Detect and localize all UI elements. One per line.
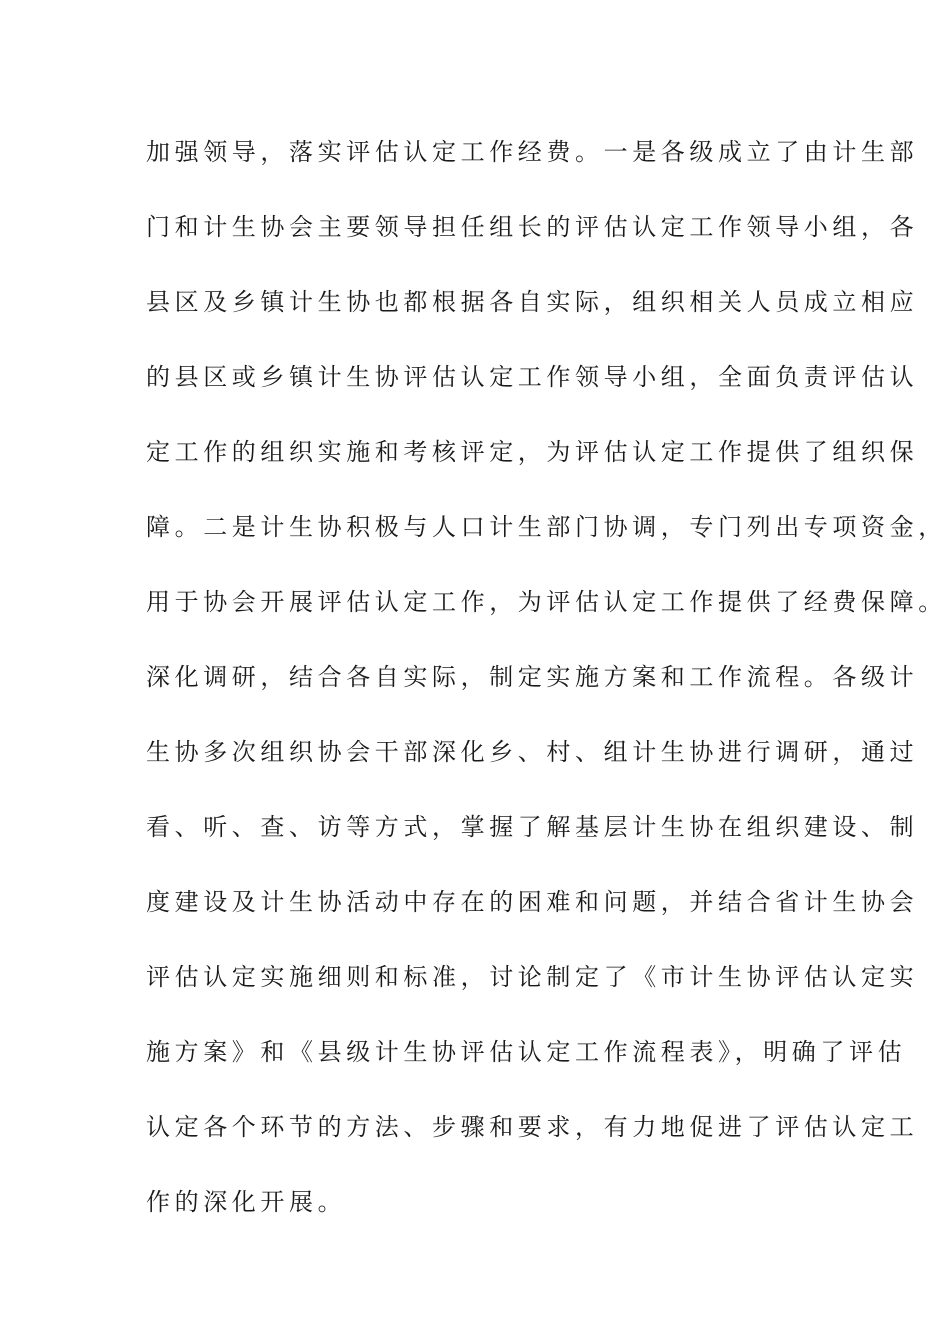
text-line: 看、听、查、访等方式，掌握了解基层计生协在组织建设、制 [146, 813, 919, 841]
text-line: 度建设及计生协活动中存在的困难和问题，并结合省计生协会 [146, 888, 919, 916]
text-line: 作的深化开展。 [146, 1188, 347, 1216]
body-text [146, 128, 947, 1253]
text-line: 障。二是计生协积极与人口计生部门协调，专门列出专项资金， [146, 513, 947, 541]
text-line: 门和计生协会主要领导担任组长的评估认定工作领导小组，各 [146, 213, 919, 241]
text-line: 施方案》和《县级计生协评估认定工作流程表》，明确了评估 [146, 1038, 907, 1066]
text-line: 定工作的组织实施和考核评定，为评估认定工作提供了组织保 [146, 438, 919, 466]
text-line: 认定各个环节的方法、步骤和要求，有力地促进了评估认定工 [146, 1113, 919, 1141]
text-line: 县区及乡镇计生协也都根据各自实际，组织相关人员成立相应 [146, 288, 919, 316]
text-line: 生协多次组织协会干部深化乡、村、组计生协进行调研，通过 [146, 738, 919, 766]
text-line: 用于协会开展评估认定工作，为评估认定工作提供了经费保障。 [146, 588, 947, 616]
text-line: 的县区或乡镇计生协评估认定工作领导小组，全面负责评估认 [146, 363, 919, 391]
text-line: 评估认定实施细则和标准，讨论制定了《市计生协评估认定实 [146, 963, 919, 991]
text-line: 加强领导，落实评估认定工作经费。一是各级成立了由计生部 [146, 138, 919, 166]
text-line: 深化调研，结合各自实际，制定实施方案和工作流程。各级计 [146, 663, 919, 691]
